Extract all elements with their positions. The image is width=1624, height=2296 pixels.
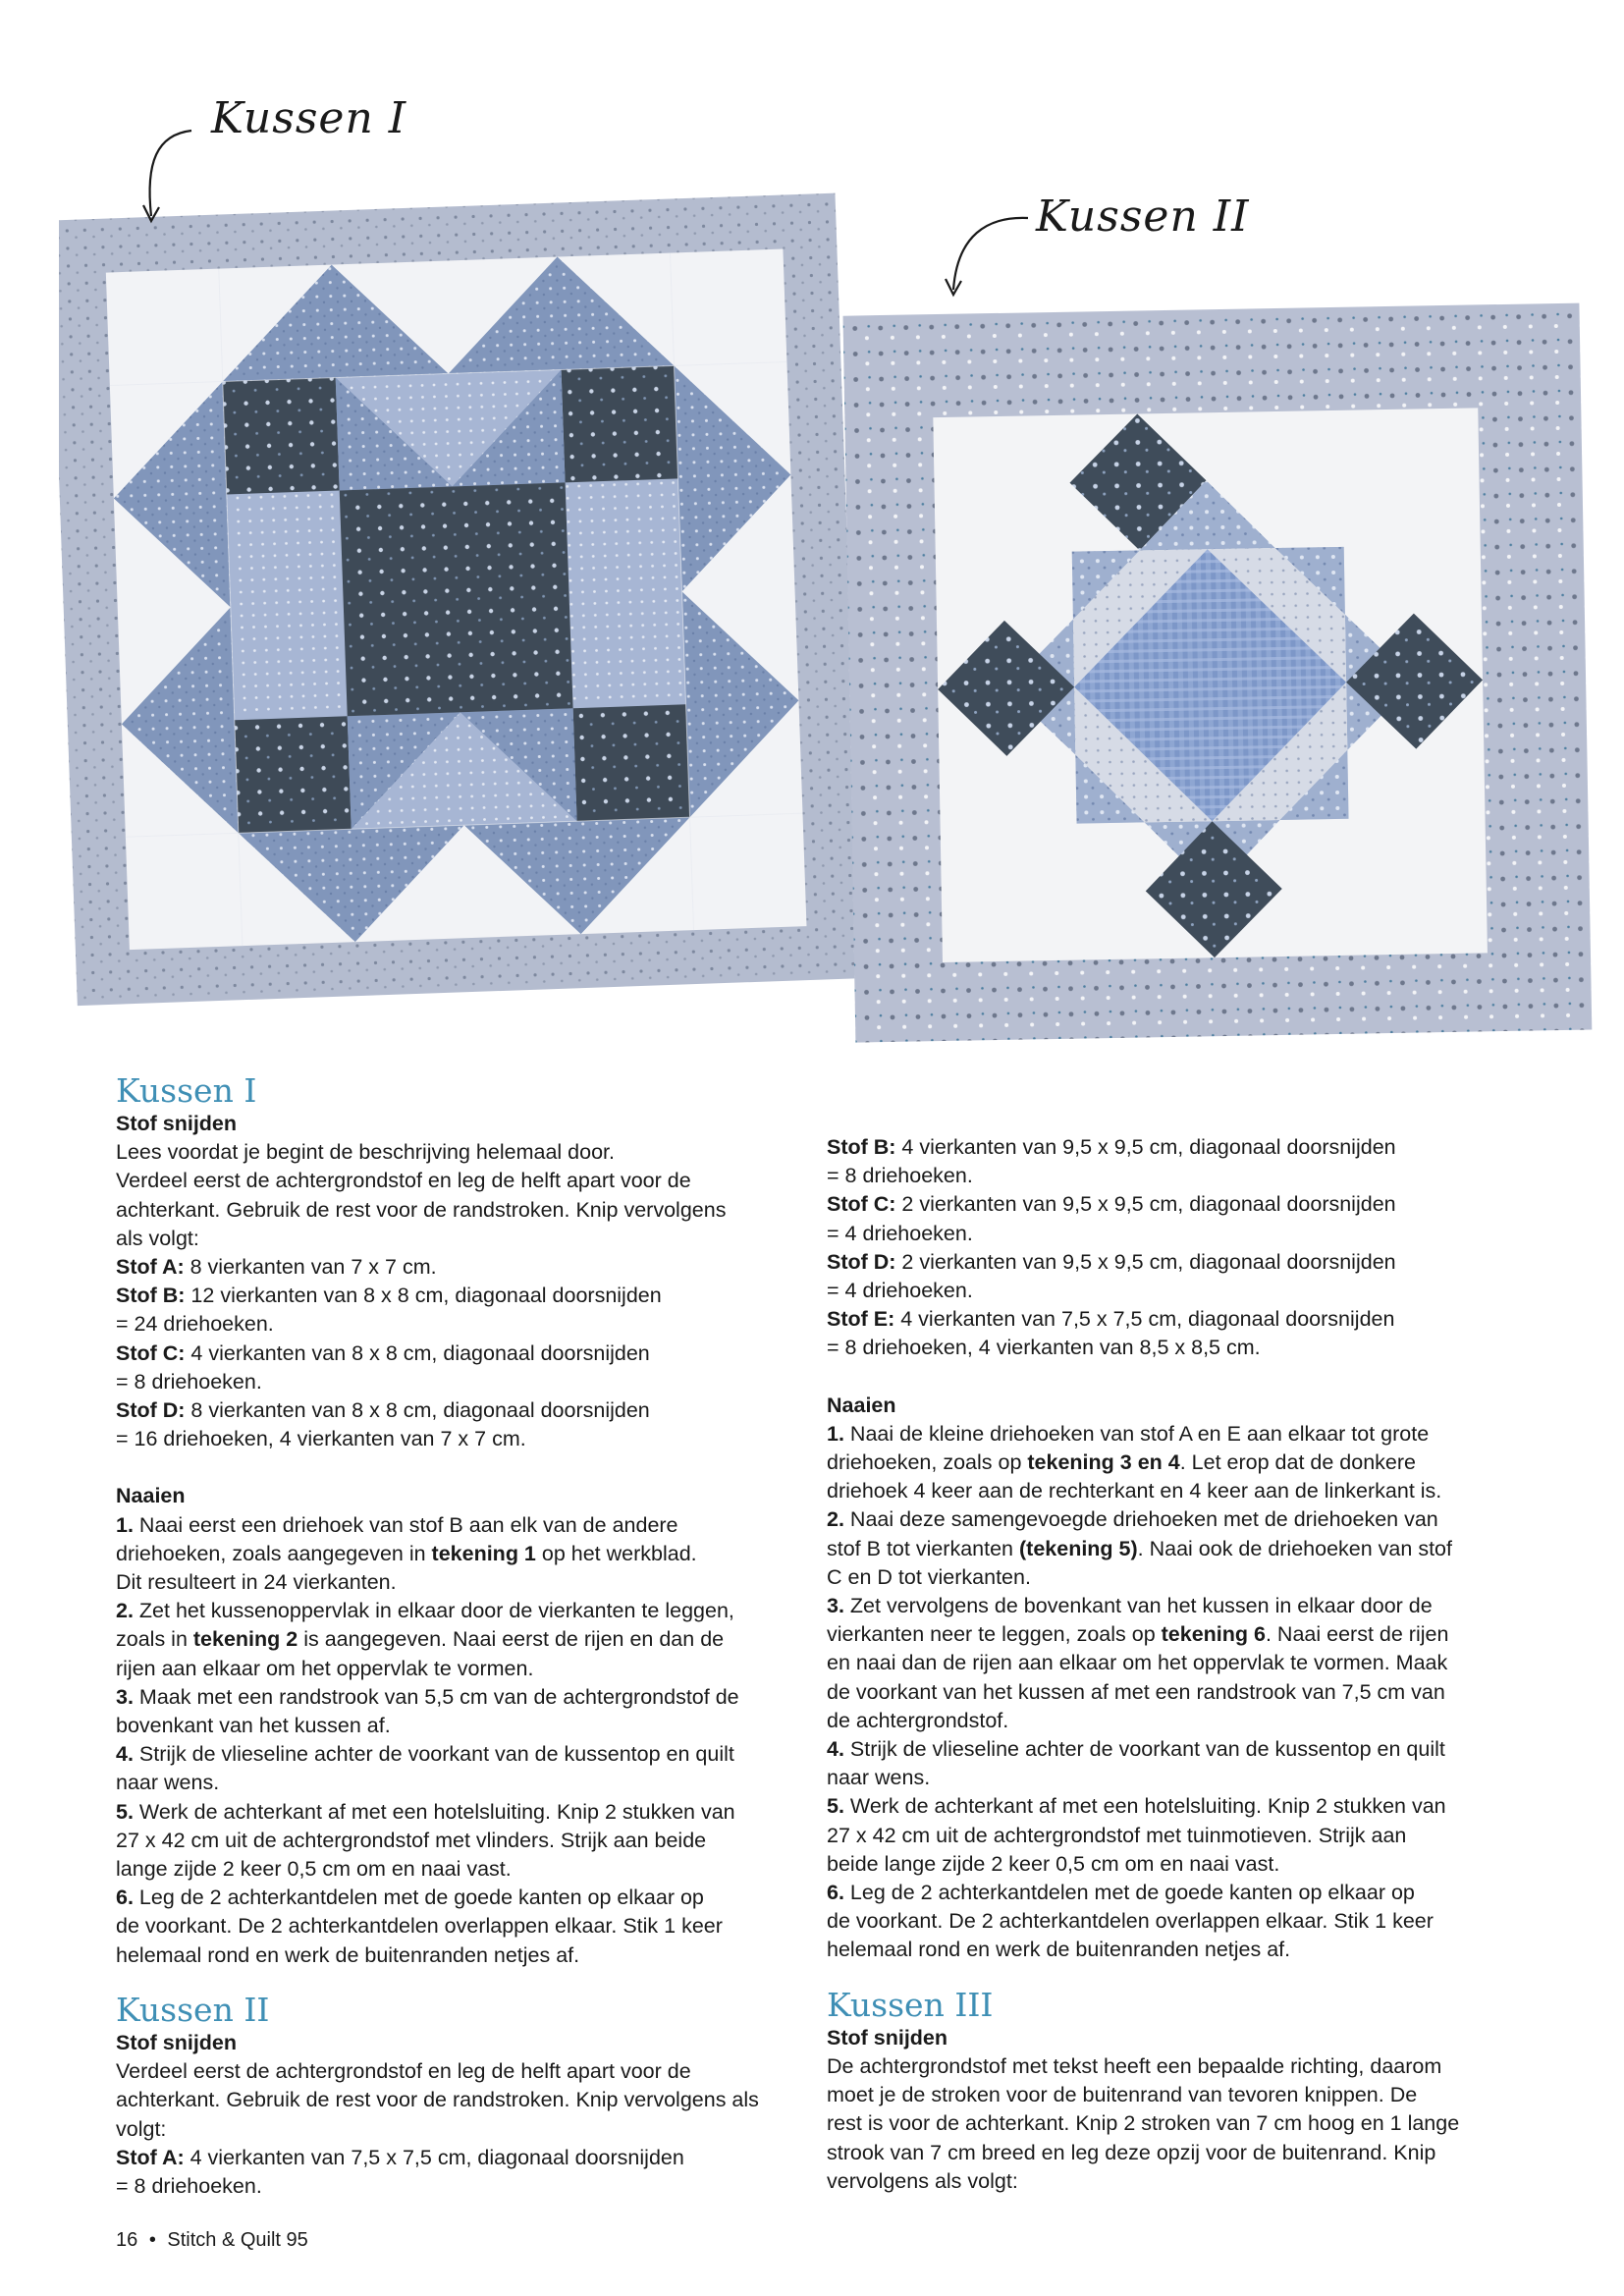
step-4: 4. Strijk de vlieseline achter de voorkant van de kussentop en quilt <box>827 1737 1445 1762</box>
step-5-cont: 27 x 42 cm uit de achtergrondstof met tuinmotieven. Strijk aan <box>827 1823 1407 1847</box>
fabric-line-b-cont: = 24 driehoeken. <box>116 1312 274 1337</box>
subheading-stof-snijden: Stof snijden <box>116 2030 238 2054</box>
step-5: 5. Werk de achterkant af met een hotelsluiting. Knip 2 stukken van <box>116 1799 735 1824</box>
curved-arrow-icon <box>938 206 1031 300</box>
fabric-line-d-cont: = 16 driehoeken, 4 vierkanten van 7 x 7 cm. <box>116 1427 526 1451</box>
section-title-kussen-3: Kussen III <box>827 1985 994 2024</box>
left-column <box>116 1072 803 2201</box>
intro-line: De achtergrondstof met tekst heeft een bepaalde richting, daarom <box>827 2053 1442 2078</box>
step-5-cont: 27 x 42 cm uit de achtergrondstof met vlinders. Strijk aan beide <box>116 1828 707 1852</box>
step-1-cont: driehoeken, zoals op tekening 3 en 4. Let erop dat de donkere <box>827 1450 1416 1475</box>
step-6-cont: de voorkant. De 2 achterkantdelen overlappen elkaar. Stik 1 keer <box>827 1909 1434 1934</box>
footer-bullet: • <box>148 2229 156 2251</box>
fabric-line-d: Stof D: 8 vierkanten van 8 x 8 cm, diagonaal doorsnijden <box>116 1398 650 1423</box>
fabric-line-b: Stof B: 4 vierkanten van 9,5 x 9,5 cm, diagonaal doorsnijden <box>827 1135 1396 1159</box>
page-footer <box>116 2229 308 2252</box>
right-column <box>827 1133 1514 2196</box>
step-1-cont: driehoek 4 keer aan de rechterkant en 4 keer aan de linkerkant is. <box>827 1479 1442 1503</box>
step-4-cont: naar wens. <box>116 1771 220 1795</box>
fabric-line-b-cont: = 8 driehoeken. <box>827 1164 973 1188</box>
step-1: 1. Naai eerst een driehoek van stof B aan elk van de andere <box>116 1512 678 1537</box>
subheading-stof-snijden: Stof snijden <box>116 1112 238 1135</box>
intro-line: vervolgens als volgt: <box>827 2168 1018 2193</box>
quilt-photo-kussen-2 <box>830 290 1615 1066</box>
step-3-cont: bovenkant van het kussen af. <box>116 1714 391 1738</box>
step-2: 2. Naai deze samengevoegde driehoeken met de driehoeken van <box>827 1507 1438 1532</box>
fabric-line-e: Stof E: 4 vierkanten van 7,5 x 7,5 cm, diagonaal doorsnijden <box>827 1307 1395 1332</box>
fabric-line-b: Stof B: 12 vierkanten van 8 x 8 cm, diagonaal doorsnijden <box>116 1284 662 1308</box>
step-1-cont: driehoeken, zoals aangegeven in tekening 1 op het werkblad. <box>116 1541 697 1565</box>
fabric-line-c: Stof C: 2 vierkanten van 9,5 x 9,5 cm, diagonaal doorsnijden <box>827 1192 1396 1217</box>
fabric-line-d-cont: = 4 driehoeken. <box>827 1279 973 1303</box>
intro-line: strook van 7 cm breed en leg deze opzij voor de buitenrand. Knip <box>827 2140 1436 2164</box>
intro-line: Verdeel eerst de achtergrondstof en leg de helft apart voor de <box>116 2059 691 2084</box>
intro-line: Verdeel eerst de achtergrondstof en leg de helft apart voor de <box>116 1169 691 1193</box>
step-4: 4. Strijk de vlieseline achter de voorkant van de kussentop en quilt <box>116 1742 734 1767</box>
step-2-cont: zoals in tekening 2 is aangegeven. Naai eerst de rijen en dan de <box>116 1627 725 1652</box>
step-1: 1. Naai de kleine driehoeken van stof A en E aan elkaar tot grote <box>827 1421 1430 1446</box>
fabric-line-c: Stof C: 4 vierkanten van 8 x 8 cm, diagonaal doorsnijden <box>116 1340 650 1365</box>
intro-line: volgt: <box>116 2116 167 2141</box>
step-3: 3. Zet vervolgens de bovenkant van het kussen in elkaar door de <box>827 1594 1433 1618</box>
curved-arrow-icon <box>137 123 196 231</box>
step-6: 6. Leg de 2 achterkantdelen met de goede kanten op elkaar op <box>827 1881 1415 1905</box>
step-6-cont: de voorkant. De 2 achterkantdelen overlappen elkaar. Stik 1 keer <box>116 1914 723 1939</box>
step-1-cont: Dit resulteert in 24 vierkanten. <box>116 1570 397 1595</box>
step-6: 6. Leg de 2 achterkantdelen met de goede kanten op elkaar op <box>116 1886 704 1910</box>
magazine-name: Stitch & Quilt 95 <box>167 2229 308 2251</box>
fabric-line-a-cont: = 8 driehoeken. <box>116 2173 262 2198</box>
step-3-cont: vierkanten neer te leggen, zoals op tekening 6. Naai eerst de rijen <box>827 1622 1449 1647</box>
fabric-line-d: Stof D: 2 vierkanten van 9,5 x 9,5 cm, diagonaal doorsnijden <box>827 1249 1396 1274</box>
step-3-cont: en naai dan de rijen aan elkaar om het oppervlak te vormen. Maak <box>827 1651 1448 1675</box>
subheading-naaien: Naaien <box>116 1484 186 1508</box>
photo-label-kussen-1: Kussen I <box>211 93 407 143</box>
subheading-stof-snijden: Stof snijden <box>827 2025 948 2050</box>
step-6-cont: helemaal rond en werk de buitenranden netjes af. <box>827 1938 1291 1962</box>
step-2-cont: C en D tot vierkanten. <box>827 1564 1031 1589</box>
subheading-naaien: Naaien <box>827 1393 896 1417</box>
section-title-kussen-1: Kussen I <box>116 1071 257 1110</box>
step-5-cont: beide lange zijde 2 keer 0,5 cm om en naai vast. <box>827 1851 1280 1876</box>
step-2-cont: stof B tot vierkanten (tekening 5). Naai ook de driehoeken van stof <box>827 1536 1452 1560</box>
intro-line: Lees voordat je begint de beschrijving helemaal door. <box>116 1140 615 1165</box>
step-5-cont: lange zijde 2 keer 0,5 cm om en naai vast. <box>116 1857 512 1882</box>
step-3: 3. Maak met een randstrook van 5,5 cm van de achtergrondstof de <box>116 1684 739 1709</box>
intro-line: moet je de stroken voor de buitenrand van tevoren knippen. De <box>827 2083 1418 2107</box>
step-4-cont: naar wens. <box>827 1766 931 1790</box>
fabric-line-e-cont: = 8 driehoeken, 4 vierkanten van 8,5 x 8,5 cm. <box>827 1336 1261 1360</box>
section-title-kussen-2: Kussen II <box>116 1990 270 2029</box>
step-2-cont: rijen aan elkaar om het oppervlak te vormen. <box>116 1656 534 1680</box>
fabric-line-c-cont: = 8 driehoeken. <box>116 1369 262 1394</box>
intro-line: als volgt: <box>116 1226 199 1250</box>
intro-line: rest is voor de achterkant. Knip 2 stroken van 7 cm hoog en 1 lange <box>827 2111 1460 2136</box>
photo-label-kussen-2: Kussen II <box>1036 191 1250 242</box>
intro-line: achterkant. Gebruik de rest voor de randstroken. Knip vervolgens als <box>116 2088 759 2112</box>
fabric-line-a: Stof A: 8 vierkanten van 7 x 7 cm. <box>116 1255 437 1280</box>
step-3-cont: de achtergrondstof. <box>827 1708 1009 1732</box>
quilt-photo-kussen-1 <box>59 177 874 1041</box>
fabric-line-a: Stof A: 4 vierkanten van 7,5 x 7,5 cm, diagonaal doorsnijden <box>116 2145 684 2169</box>
step-2: 2. Zet het kussenoppervlak in elkaar door de vierkanten te leggen, <box>116 1599 734 1623</box>
intro-line: achterkant. Gebruik de rest voor de randstroken. Knip vervolgens <box>116 1197 727 1222</box>
step-6-cont: helemaal rond en werk de buitenranden netjes af. <box>116 1942 580 1967</box>
fabric-line-c-cont: = 4 driehoeken. <box>827 1221 973 1245</box>
page-number: 16 <box>116 2229 138 2251</box>
step-5: 5. Werk de achterkant af met een hotelsluiting. Knip 2 stukken van <box>827 1794 1446 1819</box>
step-3-cont: de voorkant van het kussen af met een randstrook van 7,5 cm van <box>827 1679 1445 1704</box>
